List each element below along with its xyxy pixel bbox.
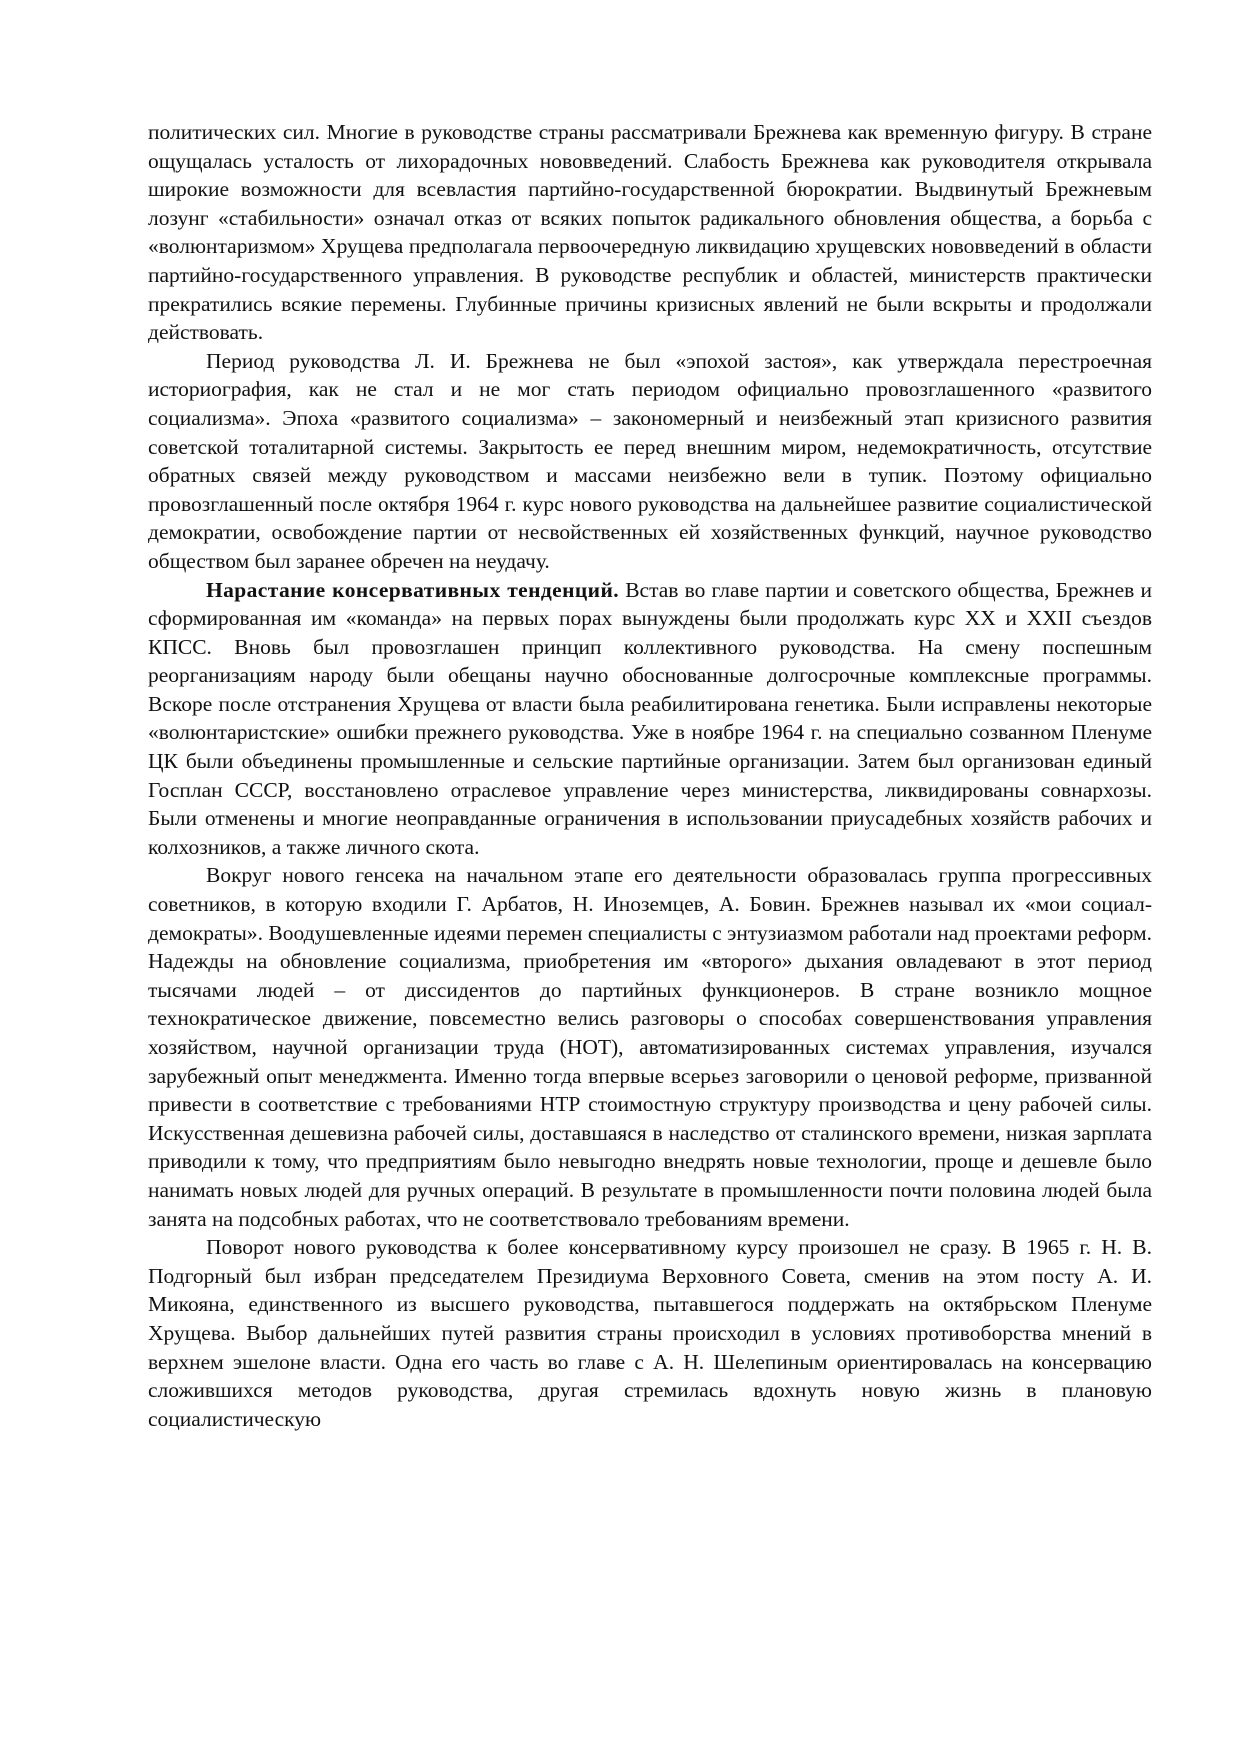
paragraph-advisors: Вокруг нового генсека на начальном этапе его деятельности образовалась группа прогрессивных советников, в которую входили Г. Арбатов, Н. Иноземцев, А. Бовин. Брежнев называл их «мои социал-демократы». Воодушевленные идеями перемен специалисты с энтузиазмом работали над проектами реформ. Надежды на обновление социализма, приобретения им «второго» дыхания овладевают в этот период тысячами людей – от диссидентов до партийных функционеров. В стране возникло мощное технократическое движение, повсеместно велись разговоры о способах совершенствования управления хозяйством, научной организации труда (НОТ), автоматизированных системах управления, изучался зарубежный опыт менеджмента. Именно тогда впервые всерьез заговорили о ценовой реформе, призванной привести в соответствие с требованиями НТР стоимостную структуру производства и цену рабочей силы. Искусственная дешевизна рабочей силы, доставшаяся в наследство от сталинского времени, низкая зарплата приводили к тому, что предприятиям было невыгодно внедрять новые технологии, проще и дешевле было нанимать новых людей для ручных операций. В результате в промышленности почти половина людей была занята на подсобных работах, что не соответствовало требованиям времени.	[148, 863, 1152, 1231]
paragraph-brezhnev-period: Период руководства Л. И. Брежнева не был «эпохой застоя», как утверждала перестроечная историография, как не стал и не мог стать периодом официально провозглашенного «развитого социализма». Эпоха «развитого социализма» – закономерный и неизбежный этап кризисного развития советской тоталитарной системы. Закрытость ее перед внешним миром, недемократичность, отсутствие обратных связей между руководством и массами неизбежно вели в тупик. Поэтому официально провозглашенный после октября 1964 г. курс нового руководства на дальнейшее развитие социалистической демократии, освобождение партии от несвойственных ей хозяйственных функций, научное руководство обществом был заранее обречен на неудачу.	[148, 348, 1152, 573]
document-page	[148, 118, 1152, 1433]
paragraph-turn-to-conservatism: Поворот нового руководства к более консервативному курсу произошел не сразу. В 1965 г. Н. В. Подгорный был избран председателем Президиума Верховного Совета, сменив на этом посту А. И. Микояна, единственного из высшего руководства, пытавшегося поддержать на октябрьском Пленуме Хрущева. Выбор дальнейших путей развития страны происходил в условиях противоборства мнений в верхнем эшелоне власти. Одна его часть во главе с А. Н. Шелепиным ориентировалась на консервацию сложившихся методов руководства, другая стремилась вдохнуть новую жизнь в плановую социалистическую	[148, 1235, 1152, 1431]
section-heading: Нарастание консервативных тенденций.	[206, 577, 620, 602]
paragraph-conservative-trends-text: Встав во главе партии и советского общества, Брежнев и сформированная им «команда» на первых порах вынуждены были продолжать курс XX и XXII съездов КПСС. Вновь был провозглашен принцип коллективного руководства. На смену поспешным реорганизациям народу были обещаны научно обоснованные долгосрочные комплексные программы. Вскоре после отстранения Хрущева от власти была реабилитирована генетика. Были исправлены некоторые «волюнтаристские» ошибки прежнего руководства. Уже в ноябре 1964 г. на специально созванном Пленуме ЦК были объединены промышленные и сельские партийные организации. Затем был организован единый Госплан СССР, восстановлено отраслевое управление через министерства, ликвидированы совнархозы. Были отменены и многие неоправданные ограничения в использовании приусадебных хозяйств рабочих и колхозников, а также личного скота.	[148, 577, 1152, 859]
paragraph-conservative-trends	[148, 576, 1152, 862]
paragraph-continuation: политических сил. Многие в руководстве страны рассматривали Брежнева как временную фигуру. В стране ощущалась усталость от лихорадочных нововведений. Слабость Брежнева как руководителя открывала широкие возможности для всевластия партийно-государственной бюрократии. Выдвинутый Брежневым лозунг «стабильности» означал отказ от всяких попыток радикального обновления общества, а борьба с «волюнтаризмом» Хрущева предполагала первоочередную ликвидацию хрущевских нововведений в области партийно-государственного управления. В руководстве республик и областей, министерств практически прекратились всякие перемены. Глубинные причины кризисных явлений не были вскрыты и продолжали действовать.	[148, 120, 1152, 345]
